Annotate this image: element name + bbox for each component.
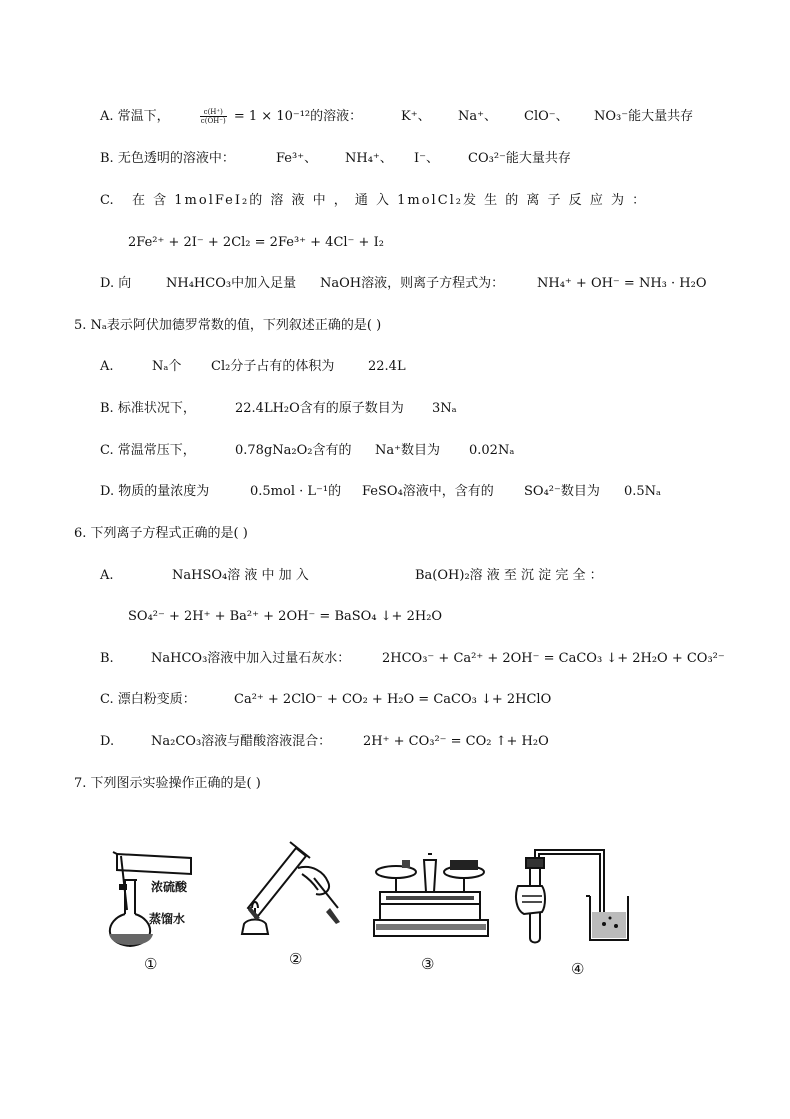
q5-c-text-2: Na⁺数目为 [375, 443, 440, 458]
q4-c-equation: 2Fe²⁺ + 2I⁻ + 2Cl₂ = 2Fe³⁺ + 4Cl⁻ + I₂ [128, 235, 384, 250]
q5-a-text-1: Nₐ个 [152, 359, 182, 374]
q5-d-text-3: SO₄²⁻数目为 [524, 484, 600, 499]
q4-option-c: C. [100, 193, 114, 208]
h-oh-ratio-fraction: $\frac{c(H^+)}{c(OH^-)}$ [200, 108, 226, 125]
q5-a-text-2: Cl₂分子占有的体积为 [211, 359, 335, 374]
q6-option-c: C. 漂白粉变质： [100, 692, 196, 707]
figure-4-airtightness-check [512, 846, 640, 946]
label-concentrated-sulfuric-acid: 浓硫酸 [151, 880, 188, 894]
figure-3-balance [372, 852, 490, 944]
volumetric-flask-illustration [95, 840, 215, 950]
q6-a-text-1: NaHSO₄溶 液 中 加 入 [172, 568, 309, 583]
q6-b-equation: 2HCO₃⁻ + Ca²⁺ + 2OH⁻ = CaCO₃ ↓+ 2H₂O + CO₃²⁻ [382, 651, 725, 666]
q4-a-ion-1: K⁺、 [401, 109, 431, 124]
q5-b-text-2: 3Nₐ [432, 401, 457, 416]
q5-option-a: A. [100, 359, 114, 374]
q6-b-text-1: NaHCO₃溶液中加入过量石灰水： [151, 651, 351, 666]
test-tube-heating-illustration [228, 838, 348, 948]
q4-option-b: B. 无色透明的溶液中： [100, 151, 235, 166]
q4-b-ion-1: Fe³⁺、 [276, 151, 318, 166]
q6-c-equation: Ca²⁺ + 2ClO⁻ + CO₂ + H₂O = CaCO₃ ↓+ 2HClO [234, 692, 552, 707]
q6-stem: 6. 下列离子方程式正确的是( ) [74, 526, 248, 541]
q6-a-text-2: Ba(OH)₂溶 液 至 沉 淀 完 全 ： [415, 568, 603, 583]
q4-option-a: A. 常温下， $\frac{c(H^+)}{c(OH^-)}$ = 1 × 10⁻¹²的溶液： [100, 108, 363, 125]
q7-stem: 7. 下列图示实验操作正确的是( ) [74, 776, 261, 791]
q4-d-text-1: NH₄HCO₃中加入足量 [166, 276, 297, 291]
q5-b-text-1: 22.4LH₂O含有的原子数目为 [235, 401, 404, 416]
q6-d-equation: 2H⁺ + CO₃²⁻ = CO₂ ↑+ H₂O [363, 734, 549, 749]
q4-b-ion-3: I⁻、 [414, 151, 439, 166]
q6-option-d: D. [100, 734, 115, 749]
q4-d-text-2: NaOH溶液，则离子方程式为： [320, 276, 505, 291]
q4-a-prefix: A. 常温下， [100, 109, 170, 124]
airtightness-check-illustration [512, 846, 640, 946]
q4-option-d: D. 向 [100, 276, 132, 291]
q6-a-equation: SO₄²⁻ + 2H⁺ + Ba²⁺ + 2OH⁻ = BaSO₄ ↓+ 2H₂O [128, 609, 443, 624]
q5-d-text-1: 0.5mol · L⁻¹的 [250, 484, 342, 499]
q5-stem: 5. Nₐ表示阿伏加德罗常数的值，下列叙述正确的是( ) [74, 318, 382, 333]
q5-option-d: D. 物质的量浓度为 [100, 484, 210, 499]
q4-a-ion-3: ClO⁻、 [524, 109, 569, 124]
q5-d-text-2: FeSO₄溶液中，含有的 [362, 484, 494, 499]
q5-a-text-3: 22.4L [368, 359, 406, 374]
figure-2-heating-test-tube [228, 838, 348, 948]
q6-option-a: A. [100, 568, 114, 583]
figure-2-number: ② [289, 950, 303, 968]
q5-option-b: B. 标准状况下， [100, 401, 196, 416]
figure-1-number: ① [144, 955, 158, 973]
q4-a-ion-4: NO₃⁻能大量共存 [594, 109, 694, 124]
q6-option-b: B. [100, 651, 114, 666]
q4-a-ion-2: Na⁺、 [458, 109, 497, 124]
q4-c-text: 在 含 1molFeI₂的 溶 液 中 ， 通 入 1molCl₂发 生 的 离 子 反 应 为 ： [132, 193, 648, 208]
q5-d-text-4: 0.5Nₐ [624, 484, 662, 499]
q4-d-equation: NH₄⁺ + OH⁻ = NH₃ · H₂O [537, 276, 707, 291]
figure-1-dilution-flask [95, 840, 215, 950]
figure-3-number: ③ [421, 955, 435, 973]
q6-d-text-1: Na₂CO₃溶液与醋酸溶液混合： [151, 734, 332, 749]
q5-c-text-3: 0.02Nₐ [469, 443, 515, 458]
label-distilled-water: 蒸馏水 [149, 912, 186, 926]
figure-4-number: ④ [571, 960, 585, 978]
q5-option-c: C. 常温常压下， [100, 443, 196, 458]
q4-b-ion-4: CO₃²⁻能大量共存 [468, 151, 571, 166]
balance-scale-illustration [372, 852, 490, 944]
q4-b-ion-2: NH₄⁺、 [345, 151, 393, 166]
q5-c-text-1: 0.78gNa₂O₂含有的 [235, 443, 352, 458]
